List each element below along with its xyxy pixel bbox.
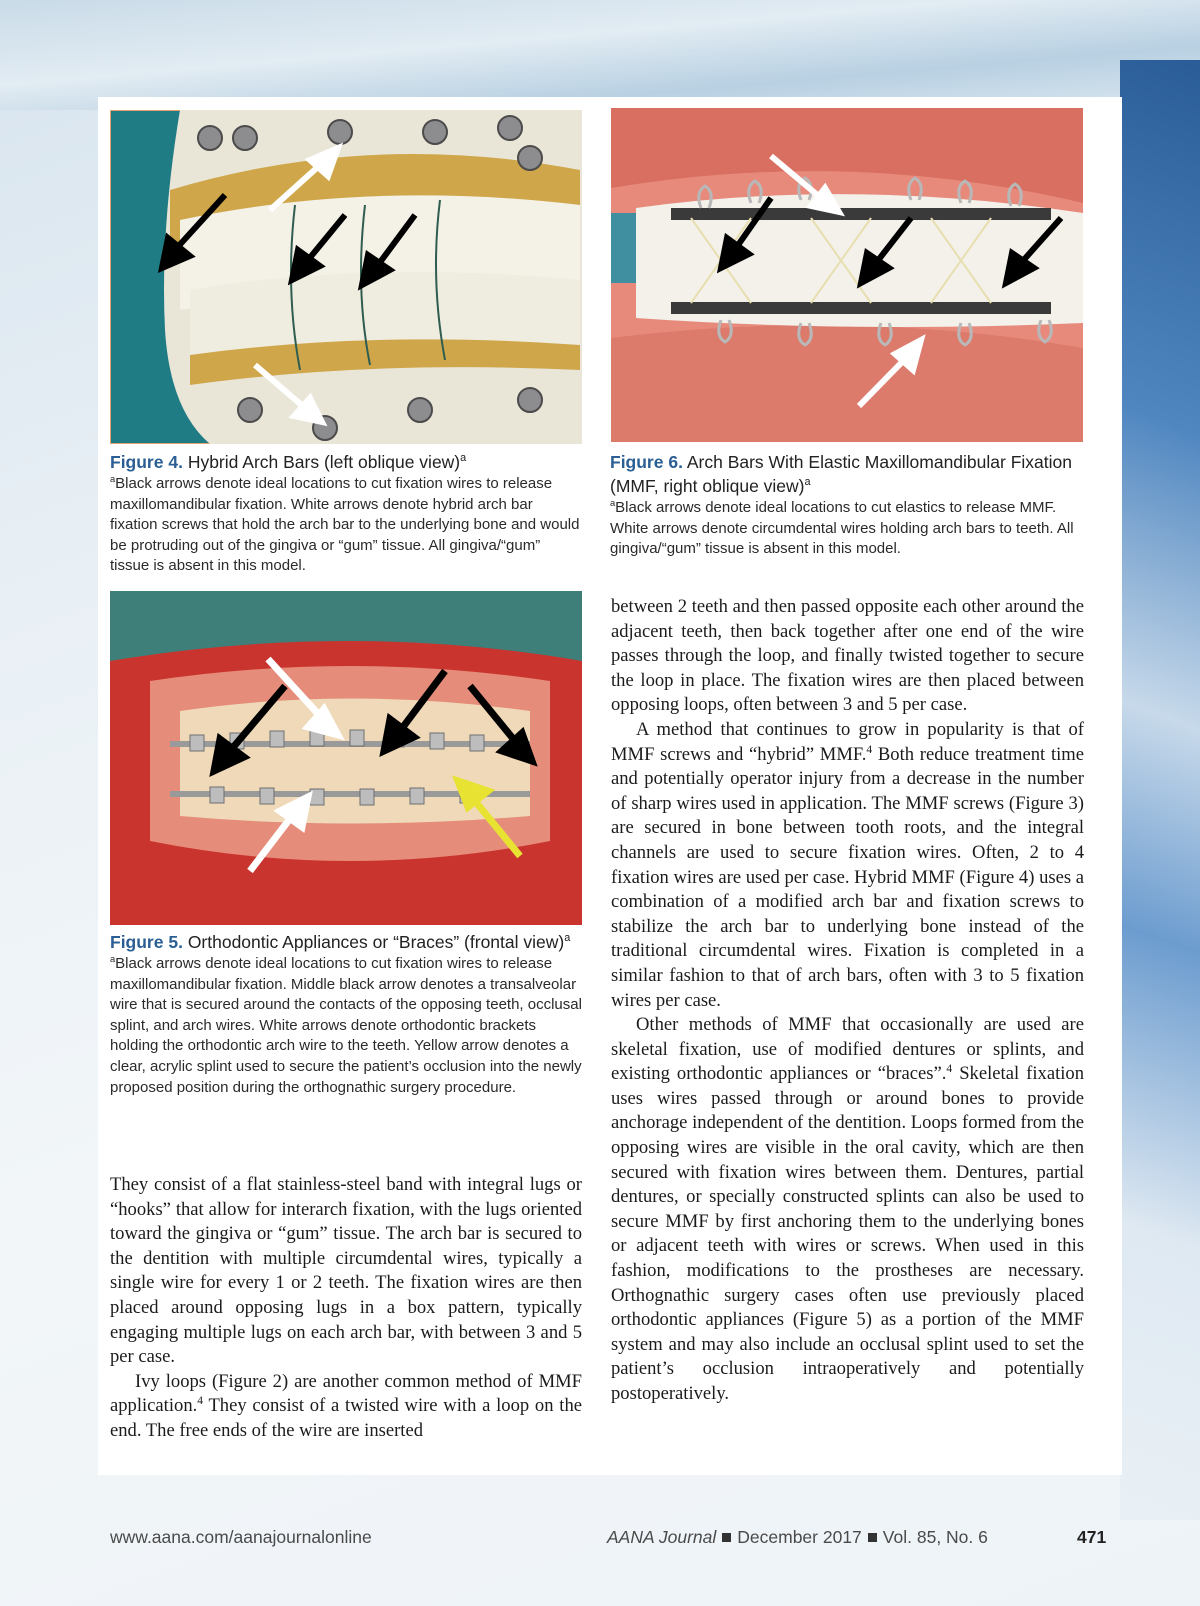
figure-4-title-sup: a — [460, 452, 467, 465]
figure-4-label: Figure 4. — [110, 452, 183, 472]
body-left-column — [110, 1173, 582, 1444]
body-right-column — [611, 595, 1084, 1407]
right-paragraph-2-start: A method that continues to grow in popularity is that of MMF screws and “hybrid” MMF. — [611, 718, 1084, 765]
right-paragraph-2-end: Both reduce treatment time and potentially operator injury from a decrease in the number of sharp wires used in application. The MMF screws (Figure 3) are secured in bone between tooth roots, and the integral channels are used to secure fixation wires. Often, 2 to 4 fixation wires are used per case. Hybrid MMF (Figure 4) uses a combination of a modified arch bar and fixation screws to stabilize the arch bar to underlying bone instead of the traditional circumdental wires. Fixation is completed in a similar fashion to that of arch bars, often with 3 to 5 fixation wires per case. — [611, 743, 1084, 1011]
square-bullet-icon — [868, 1533, 877, 1542]
figure-6-note-sup: a — [610, 498, 616, 508]
right-paragraph-2-ref: 4 — [866, 743, 873, 756]
figure-4-title-text: Hybrid Arch Bars (left oblique view) — [187, 452, 461, 472]
figure-6-title-sup: a — [804, 476, 811, 489]
left-paragraph-1: They consist of a flat stainless-steel band with integral lugs or “hooks” that allow for interarch fixation, with the lugs oriented toward the gingiva or “gum” tissue. The arch bar is secured to the dentition with multiple circumdental wires, typically a single wire for every 1 or 2 teeth. The fixation wires are then placed around opposing lugs in a box pattern, typically engaging multiple lugs on each arch bar, with between 3 and 5 per case. — [110, 1174, 582, 1368]
figure-4-photo — [110, 110, 582, 444]
figure-5-photo — [110, 591, 582, 925]
footer-citation — [607, 1527, 988, 1548]
figure-6-note — [610, 498, 1080, 560]
right-paragraph-3-end: Skeletal fixation uses wires passed through or around bones to provide anchorage independent of the dentition. Loops formed from the opposing wires are visible in the oral cavity, which are then secured with fixation wires between them. Dentures, partial dentures, or specially constructed splints can also be used to secure MMF by first anchoring them to the underlying bones or adjacent teeth with wires or screws. When used in this fashion, modifications to the prostheses are necessary. Orthognathic surgery cases often use previously placed orthodontic appliances (Figure 5) as a portion of the MMF system and may also include an occlusal splint used to set the patient’s occlusion intraoperatively and potentially postoperatively. — [611, 1063, 1084, 1404]
background-swoosh-top — [0, 0, 1200, 110]
figure-5-note-text: Black arrows denote ideal locations to cut fixation wires to release maxillomandibular fixation. Middle black arrow denotes a transalveolar wire that is secured around the contacts of the opposing teeth, occlusal splint, and arch wires. White arrows denote orthodontic brackets holding the orthodontic arch wire to the teeth. Yellow arrow denotes a clear, acrylic splint used to secure the patient’s occlusion into the newly proposed position during the orthognathic surgery procedure. — [110, 955, 582, 1096]
figure-4-caption — [110, 450, 582, 577]
figure-4-note — [110, 474, 582, 577]
page-number: 471 — [1077, 1527, 1107, 1547]
right-paragraph-1: between 2 teeth and then passed opposite each other around the adjacent teeth, then back together after one end of the wire passes through the loop, and finally twisted together to secure the loop in place. The fixation wires are then placed between opposing loops, often between 3 and 5 per case. — [611, 596, 1084, 716]
figure-5-title-text: Orthodontic Appliances or “Braces” (frontal view) — [187, 932, 565, 952]
footer-url[interactable]: www.aana.com/aanajournalonline — [110, 1527, 372, 1547]
figure-6-title-text: Arch Bars With Elastic Maxillomandibular Fixation (MMF, right oblique view) — [610, 452, 1072, 496]
figure-4-note-text: Black arrows denote ideal locations to cut fixation wires to release maxillomandibular fixation. White arrows denote hybrid arch bar fixation screws that hold the arch bar to the underlying bone and would be protruding out of the gingiva or “gum” tissue. All gingiva/“gum” tissue is absent in this model. — [110, 475, 580, 575]
figure-6-photo — [611, 108, 1083, 442]
figure-4-note-sup: a — [110, 474, 116, 484]
left-paragraph-2 — [110, 1370, 582, 1444]
square-bullet-icon — [722, 1533, 731, 1542]
footer-journal: AANA Journal — [607, 1527, 717, 1547]
figure-6-title — [610, 450, 1080, 498]
background-swoosh-right — [1120, 60, 1200, 1520]
figure-5-note — [110, 954, 582, 1098]
right-paragraph-3-start: Other methods of MMF that occasionally are used are skeletal fixation, use of modified dentures or splints, and existing orthodontic appliances or “braces”. — [611, 1014, 1084, 1085]
figure-5-label: Figure 5. — [110, 932, 183, 952]
left-paragraph-2-ref: 4 — [197, 1395, 204, 1408]
figure-6-caption — [610, 450, 1080, 560]
figure-6-note-text: Black arrows denote ideal locations to cut elastics to release MMF. White arrows denote circumdental wires holding arch bars to teeth. All gingiva/“gum” tissue is absent in this model. — [610, 499, 1074, 558]
journal-page — [98, 97, 1122, 1475]
left-paragraph-2-start: Ivy loops (Figure 2) are another common method of MMF application. — [110, 1370, 582, 1417]
figure-5-title-sup: a — [564, 932, 571, 945]
right-paragraph-3 — [611, 1013, 1084, 1407]
right-paragraph-3-ref: 4 — [946, 1063, 953, 1076]
figure-5-caption — [110, 930, 582, 1098]
figure-4-title — [110, 450, 582, 474]
figure-5-note-sup: a — [110, 954, 116, 964]
figure-6-label: Figure 6. — [610, 452, 683, 472]
figure-5-title — [110, 930, 582, 954]
right-paragraph-2 — [611, 718, 1084, 1013]
left-paragraph-2-end: They consist of a twisted wire with a loop on the end. The free ends of the wire are inserted — [110, 1395, 582, 1441]
footer-volume: Vol. 85, No. 6 — [882, 1527, 988, 1547]
footer-date: December 2017 — [737, 1527, 862, 1547]
